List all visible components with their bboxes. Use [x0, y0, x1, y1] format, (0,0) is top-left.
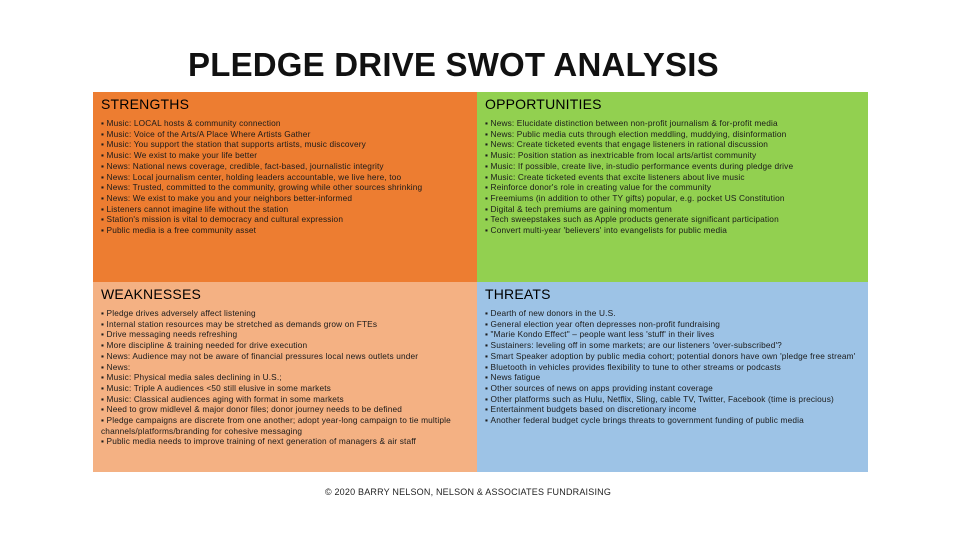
opportunities-item: ▪ News: Public media cuts through election meddling, muddying, disinformation: [485, 129, 860, 140]
weaknesses-item: ▪ Pledge drives adversely affect listening: [101, 308, 469, 319]
opportunities-item: ▪ News: Elucidate distinction between non-profit journalism & for-profit media: [485, 118, 860, 129]
opportunities-item: ▪ Reinforce donor's role in creating value for the community: [485, 182, 860, 193]
strengths-heading: STRENGTHS: [101, 96, 190, 112]
strengths-item: ▪ Music: You support the station that supports artists, music discovery: [101, 139, 469, 150]
weaknesses-item: ▪ Music: Physical media sales declining in U.S.;: [101, 372, 469, 383]
weaknesses-item: ▪ More discipline & training needed for drive execution: [101, 340, 469, 351]
opportunities-item: ▪ Digital & tech premiums are gaining momentum: [485, 204, 860, 215]
weaknesses-item: ▪ Internal station resources may be stretched as demands grow on FTEs: [101, 319, 469, 330]
strengths-item: ▪ Music: LOCAL hosts & community connection: [101, 118, 469, 129]
opportunities-quadrant: [477, 92, 868, 282]
weaknesses-item: ▪ Music: Triple A audiences <50 still elusive in some markets: [101, 383, 469, 394]
strengths-item: ▪ Station's mission is vital to democracy and cultural expression: [101, 214, 469, 225]
opportunities-item: ▪ Convert multi-year 'believers' into evangelists for public media: [485, 225, 860, 236]
strengths-quadrant: [93, 92, 477, 282]
threats-item: ▪ Bluetooth in vehicles provides flexibility to tune to other streams or podcasts: [485, 362, 860, 373]
threats-item: ▪ Smart Speaker adoption by public media cohort; potential donors have own 'pledge free stream': [485, 351, 860, 362]
threats-item: ▪ Other platforms such as Hulu, Netflix, Sling, cable TV, Twitter, Facebook (time is precious): [485, 394, 860, 405]
weaknesses-item: ▪ Music: Classical audiences aging with format in some markets: [101, 394, 469, 405]
weaknesses-item: ▪ News:: [101, 362, 469, 373]
weaknesses-item: ▪ Need to grow midlevel & major donor files; donor journey needs to be defined: [101, 404, 469, 415]
threats-item: ▪ Entertainment budgets based on discretionary income: [485, 404, 860, 415]
opportunities-heading: OPPORTUNITIES: [485, 96, 602, 112]
threats-item: ▪ Sustainers: leveling off in some markets; are our listeners 'over-subscribed'?: [485, 340, 860, 351]
weaknesses-quadrant: [93, 282, 477, 472]
strengths-list: [101, 118, 469, 236]
threats-heading: THREATS: [485, 286, 551, 302]
threats-item: ▪ "Marie Kondo Effect" – people want less 'stuff' in their lives: [485, 329, 860, 340]
threats-item: ▪ General election year often depresses non-profit fundraising: [485, 319, 860, 330]
opportunities-item: ▪ Tech sweepstakes such as Apple products generate significant participation: [485, 214, 860, 225]
weaknesses-item: ▪ Public media needs to improve training of next generation of managers & air staff: [101, 436, 469, 447]
strengths-item: ▪ News: National news coverage, credible, fact-based, journalistic integrity: [101, 161, 469, 172]
opportunities-item: ▪ News: Create ticketed events that engage listeners in rational discussion: [485, 139, 860, 150]
strengths-item: ▪ Listeners cannot imagine life without the station: [101, 204, 469, 215]
strengths-item: ▪ News: We exist to make you and your neighbors better-informed: [101, 193, 469, 204]
weaknesses-list: [101, 308, 469, 447]
page-title: PLEDGE DRIVE SWOT ANALYSIS: [188, 46, 719, 83]
copyright-footer: © 2020 BARRY NELSON, NELSON & ASSOCIATES FUNDRAISING: [324, 487, 612, 497]
opportunities-item: ▪ Freemiums (in addition to other TY gifts) popular, e.g. pocket US Constitution: [485, 193, 860, 204]
strengths-item: ▪ News: Local journalism center, holding leaders accountable, we live here, too: [101, 172, 469, 183]
weaknesses-heading: WEAKNESSES: [101, 286, 202, 302]
threats-item: ▪ Another federal budget cycle brings threats to government funding of public media: [485, 415, 860, 426]
opportunities-item: ▪ Music: Create ticketed events that excite listeners about live music: [485, 172, 860, 183]
threats-list: [485, 308, 860, 426]
opportunities-list: [485, 118, 860, 236]
threats-quadrant: [477, 282, 868, 472]
threats-item: ▪ Other sources of news on apps providing instant coverage: [485, 383, 860, 394]
threats-item: ▪ Dearth of new donors in the U.S.: [485, 308, 860, 319]
strengths-item: ▪ Music: Voice of the Arts/A Place Where Artists Gather: [101, 129, 469, 140]
weaknesses-item: ▪ Drive messaging needs refreshing: [101, 329, 469, 340]
threats-item: ▪ News fatigue: [485, 372, 860, 383]
strengths-item: ▪ News: Trusted, committed to the community, growing while other sources shrinking: [101, 182, 469, 193]
opportunities-item: ▪ Music: Position station as inextricable from local arts/artist community: [485, 150, 860, 161]
weaknesses-item: ▪ Pledge campaigns are discrete from one another; adopt year-long campaign to tie multiple channels/platforms/branding for cohesive messaging: [101, 415, 469, 436]
strengths-item: ▪ Public media is a free community asset: [101, 225, 469, 236]
opportunities-item: ▪ Music: If possible, create live, in-studio performance events during pledge drive: [485, 161, 860, 172]
strengths-item: ▪ Music: We exist to make your life better: [101, 150, 469, 161]
weaknesses-item: ▪ News: Audience may not be aware of financial pressures local news outlets under: [101, 351, 469, 362]
